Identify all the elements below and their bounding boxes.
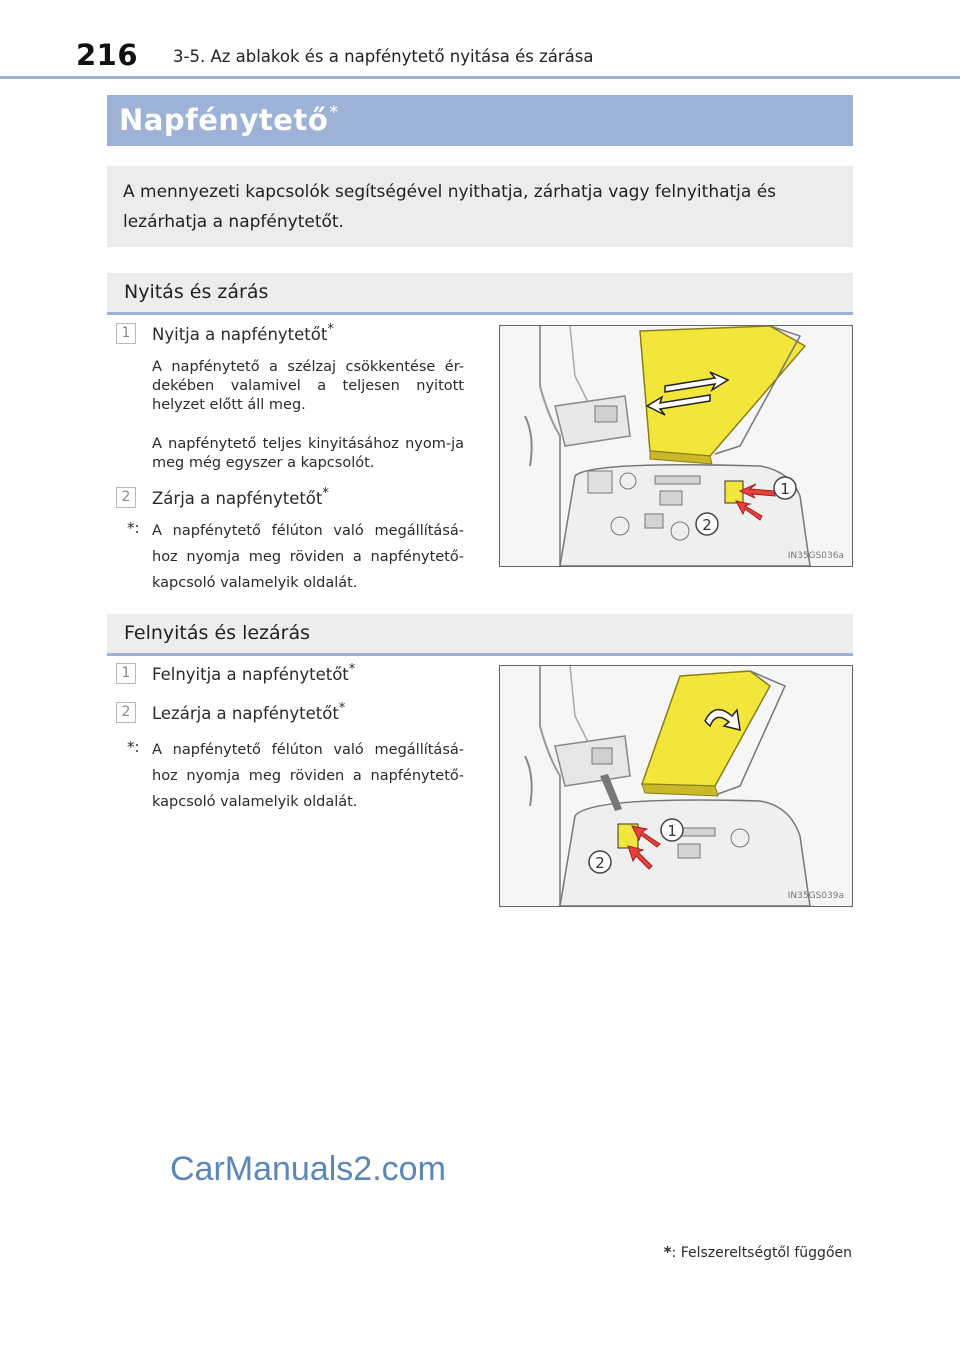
step-label-text: Nyitja a napfénytetőt xyxy=(152,325,328,344)
intro-box xyxy=(107,166,853,247)
figure-callout: 2 xyxy=(702,516,712,534)
note-marker: *: xyxy=(127,519,140,537)
step-number: 2 xyxy=(116,702,136,723)
footnote-text: : Felszereltségtől függően xyxy=(671,1245,852,1261)
step-label-text: Lezárja a napfénytetőt xyxy=(152,704,339,723)
figure-callout: 2 xyxy=(595,854,605,872)
note-marker: *: xyxy=(127,738,140,756)
page-number: 216 xyxy=(76,38,139,72)
step-marker: * xyxy=(322,486,329,501)
step-number: 1 xyxy=(116,663,136,684)
footnote xyxy=(664,1243,852,1261)
watermark: CarManuals2.com xyxy=(170,1150,446,1188)
title-bar xyxy=(107,95,853,146)
intro-text: A mennyezeti kapcsolók segítségével nyithatja, zárhatja vagy felnyithatja és lezárhatja a napfénytetőt. xyxy=(123,182,777,232)
section-heading-tilt xyxy=(107,614,853,656)
figure-code: IN35GS036a xyxy=(787,551,844,561)
sunroof-open-close-illustration xyxy=(500,326,852,566)
step-number: 1 xyxy=(116,323,136,344)
note-text: A napfénytető félúton való megállításá-hoz nyomja meg röviden a napfénytető-kapcsoló valamelyik oldalát. xyxy=(152,742,464,810)
paragraph: A napfénytető teljes kinyitásához nyom-ja meg még egyszer a kapcsolót. xyxy=(152,436,464,471)
step-marker: * xyxy=(327,322,334,337)
running-head: 3-5. Az ablakok és a napfénytető nyitása és zárása xyxy=(173,47,594,66)
figure-callout: 1 xyxy=(780,480,790,498)
page-title xyxy=(119,102,339,137)
step-label xyxy=(152,322,334,344)
page-title-text: Napfénytető xyxy=(119,103,329,137)
sunroof-open-close-figure xyxy=(499,325,853,567)
step-marker: * xyxy=(338,701,346,716)
sunroof-tilt-figure xyxy=(499,665,853,907)
note-text: A napfénytető félúton való megállításá-hoz nyomja meg röviden a napfénytető-kapcsoló valamelyik oldalát. xyxy=(152,523,464,591)
step-number: 2 xyxy=(116,487,136,508)
title-marker: * xyxy=(329,102,339,123)
step-label xyxy=(152,486,329,508)
figure-callout: 1 xyxy=(667,822,677,840)
sunroof-tilt-illustration xyxy=(500,666,852,906)
footnote-marker: * xyxy=(663,1243,672,1261)
section-heading-opening-closing xyxy=(107,273,853,315)
section-heading-text: Felnyitás és lezárás xyxy=(124,622,311,644)
step-label-text: Felnyitja a napfénytetőt xyxy=(152,665,349,684)
paragraph: A napfénytető a szélzaj csökkentése ér-dekében valamivel a teljesen nyitott helyzet előtt áll meg. xyxy=(152,359,464,413)
step-marker: * xyxy=(348,662,356,677)
step-label-text: Zárja a napfénytetőt xyxy=(152,489,323,508)
header-rule xyxy=(0,76,960,79)
section-heading-text: Nyitás és zárás xyxy=(124,281,269,303)
step-label xyxy=(152,701,345,723)
figure-code: IN35GS039a xyxy=(787,891,844,901)
step-label xyxy=(152,662,355,684)
